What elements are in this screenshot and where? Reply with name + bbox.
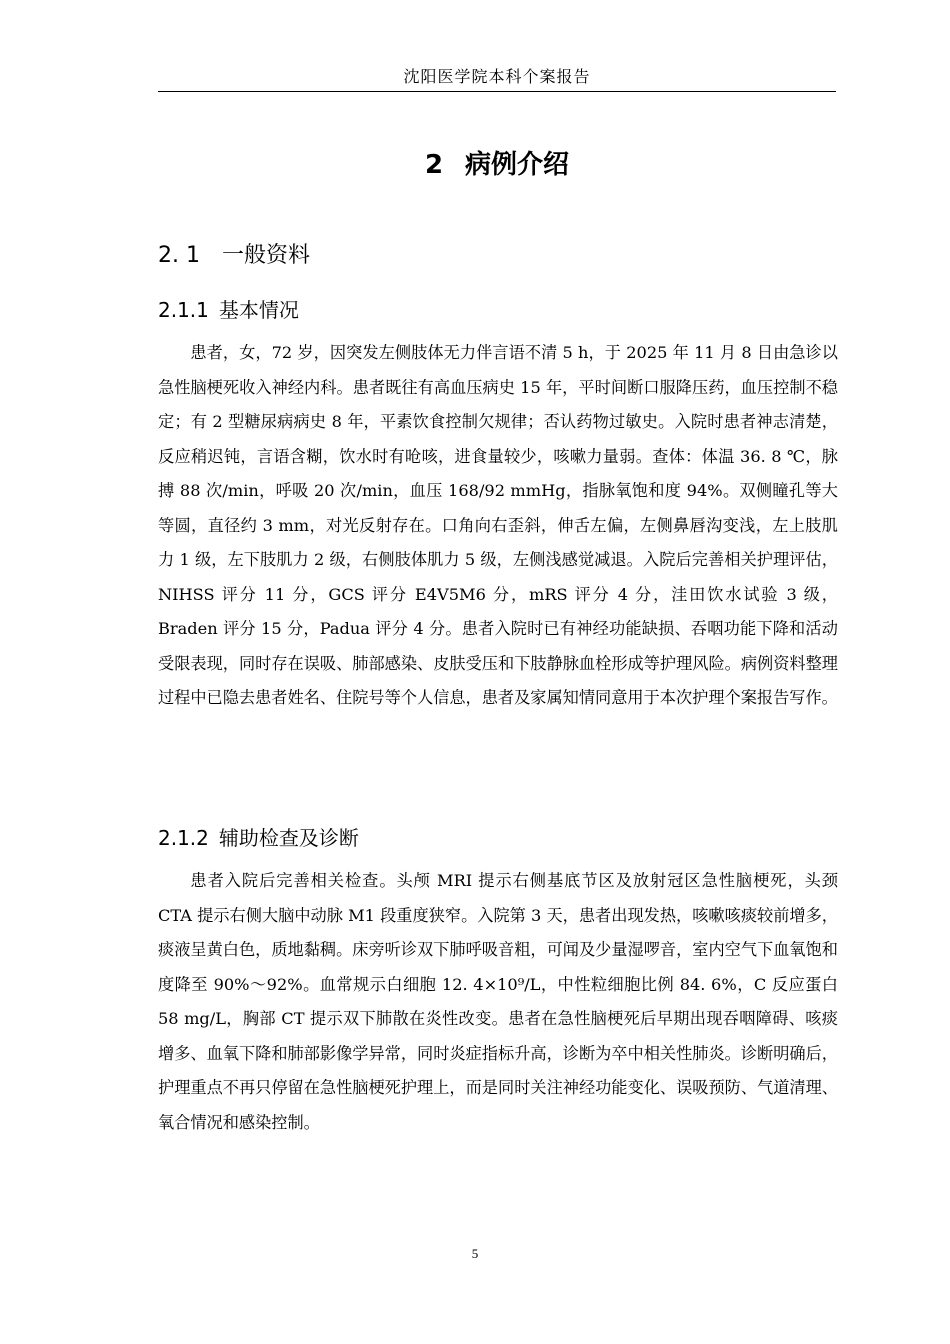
paragraph-diagnosis: 患者入院后完善相关检查。头颅 MRI 提示右侧基底节区及放射冠区急性脑梗死，头颈 CTA 提示右侧大脑中动脉 M1 段重度狭窄。入院第 3 天，患者出现发热，咳嗽咳痰较前增多，痰液呈黄白色，质地黏稠。床旁听诊双下肺呼吸音粗，可闻及少量湿啰音，室内空气下血氧饱和度降至 90%～92%。血常规示白细胞 12. 4×10⁹/L，中性粒细胞比例 84. 6%，C 反应蛋白 58 mg/L，胸部 CT 提示双下肺散在炎性改变。患者在急性脑梗死后早期出现吞咽障碍、咳痰增多、血氧下降和肺部影像学异常，同时炎症指标升高，诊断为卒中相关性肺炎。诊断明确后，护理重点不再只停留在急性脑梗死护理上，而是同时关注神经功能变化、误吸预防、气道清理、氧合情况和感染控制。 [158, 871, 838, 1132]
paragraph-basic-info: 患者，女，72 岁，因突发左侧肢体无力伴言语不清 5 h，于 2025 年 11 月 8 日由急诊以急性脑梗死收入神经内科。患者既往有高血压病史 15 年，平时间断口服降压药，血压控制不稳定；有 2 型糖尿病病史 8 年，平素饮食控制欠规律；否认药物过敏史。入院时患者神志清楚，反应稍迟钝，言语含糊，饮水时有呛咳，进食量较少，咳嗽力量弱。查体：体温 36. 8 ℃，脉搏 88 次/min，呼吸 20 次/min，血压 168/92 mmHg，指脉氧饱和度 94%。双侧瞳孔等大等圆，直径约 3 mm，对光反射存在。口角向右歪斜，伸舌左偏，左侧鼻唇沟变浅，左上肢肌力 1 级，左下肢肌力 2 级，右侧肢体肌力 5 级，左侧浅感觉减退。入院后完善相关护理评估，NIHSS 评分 11 分，GCS 评分 E4V5M6 分，mRS 评分 4 分，洼田饮水试验 3 级，Braden 评分 15 分，Padua 评分 4 分。患者入院时已有神经功能缺损、吞咽功能下降和活动受限表现，同时存在误吸、肺部感染、皮肤受压和下肢静脉血栓形成等护理风险。病例资料整理过程中已隐去患者姓名、住院号等个人信息，患者及家属知情同意用于本次护理个案报告写作。 [158, 343, 838, 707]
section-number: 2. 1 [158, 243, 200, 268]
chapter-number: 2 [424, 150, 444, 180]
chapter-heading [158, 143, 836, 187]
header-rule [158, 91, 836, 92]
running-header: 沈阳医学院本科个案报告 [403, 67, 591, 86]
chapter-title: 病例介绍 [465, 150, 570, 180]
section-heading [158, 238, 310, 274]
subsection-number: 2.1.2 [158, 826, 209, 850]
subsection-heading-basic [158, 294, 299, 326]
section-title: 一般资料 [221, 243, 310, 268]
subsection-title: 基本情况 [218, 298, 299, 322]
subsection-title: 辅助检查及诊断 [218, 826, 359, 850]
subsection-heading-diagnosis [158, 822, 359, 854]
subsection-number: 2.1.1 [158, 298, 209, 322]
page-number: 5 [471, 1246, 479, 1261]
